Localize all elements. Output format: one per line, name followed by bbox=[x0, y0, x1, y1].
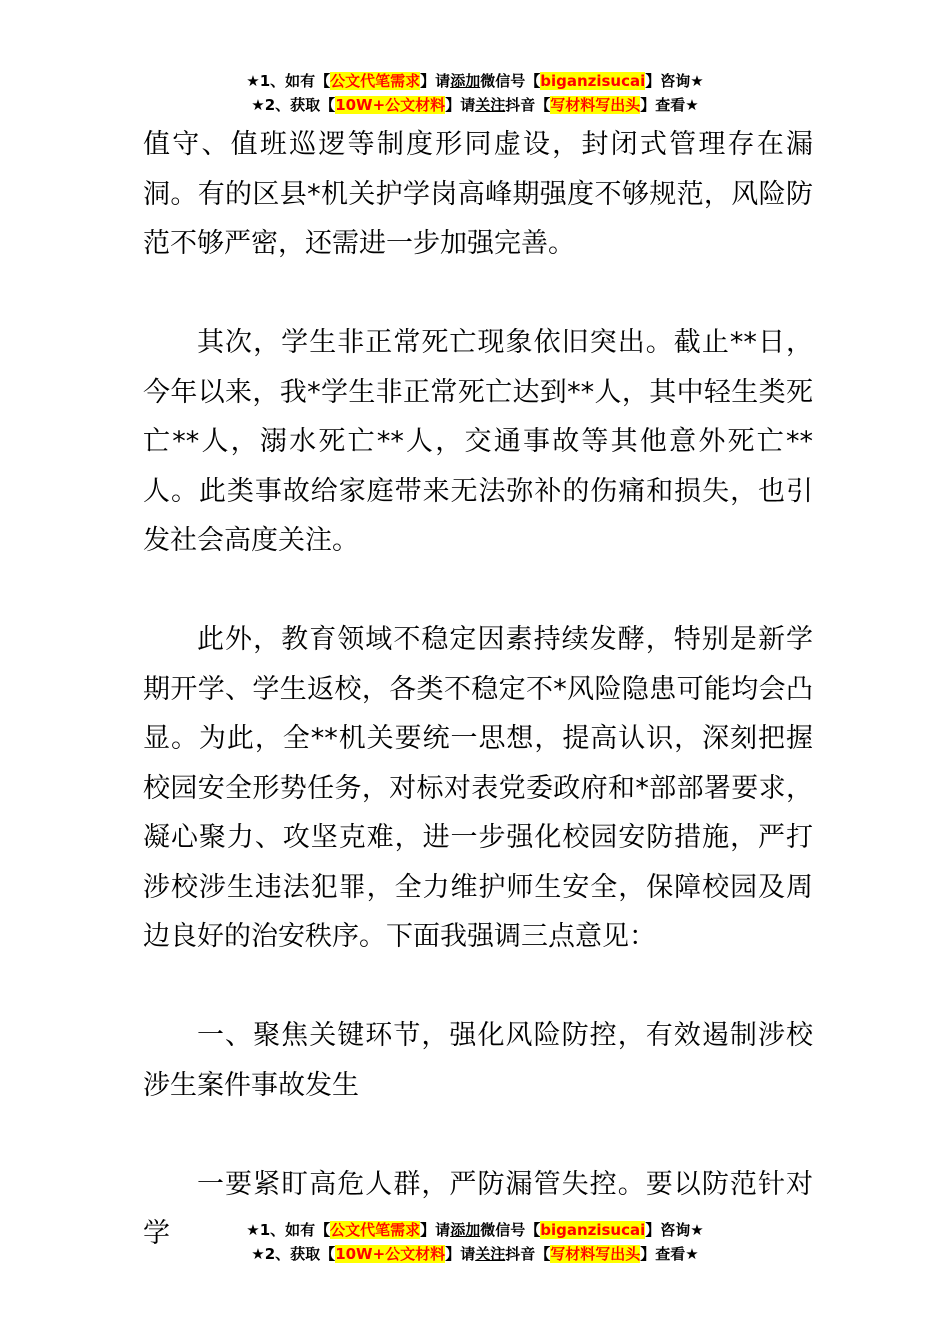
banner-text: ★1、如有【 bbox=[246, 72, 331, 90]
banner-underline: 关注 bbox=[475, 96, 506, 114]
banner-text: 】请 bbox=[420, 72, 451, 90]
header-banner bbox=[0, 69, 950, 117]
document-body bbox=[143, 120, 813, 1259]
banner-line-2 bbox=[0, 1242, 950, 1266]
banner-text: 微信号【 bbox=[480, 72, 541, 90]
footer-banner bbox=[0, 1218, 950, 1266]
highlight-douyin: 写材料写出头 bbox=[550, 96, 641, 114]
highlight-materials: 10W+公文材料 bbox=[335, 1245, 446, 1263]
banner-text: 抖音【 bbox=[505, 96, 551, 114]
banner-text: 】请 bbox=[420, 1221, 451, 1239]
banner-underline: 关注 bbox=[475, 1245, 506, 1263]
highlight-service: 公文代笔需求 bbox=[330, 1221, 421, 1239]
banner-text: ★1、如有【 bbox=[246, 1221, 331, 1239]
banner-text: 】咨询★ bbox=[645, 72, 704, 90]
highlight-wechat-id: biganzisucai bbox=[540, 72, 646, 90]
banner-text: 】请 bbox=[445, 1245, 476, 1263]
banner-text: ★2、获取【 bbox=[251, 96, 336, 114]
banner-line-1 bbox=[0, 69, 950, 93]
banner-underline: 添加 bbox=[450, 72, 481, 90]
paragraph-continuation: 值守、值班巡逻等制度形同虚设，封闭式管理存在漏洞。有的区县*机关护学岗高峰期强度不够规范，风险防范不够严密，还需进一步加强完善。 bbox=[143, 129, 813, 259]
banner-text: 】查看★ bbox=[640, 96, 699, 114]
banner-text: 微信号【 bbox=[480, 1221, 541, 1239]
banner-line-1 bbox=[0, 1218, 950, 1242]
banner-text: 】请 bbox=[445, 96, 476, 114]
banner-underline: 添加 bbox=[450, 1221, 481, 1239]
section-heading-1: 一、聚焦关键环节，强化风险防控，有效遏制涉校涉生案件事故发生 bbox=[143, 1020, 813, 1101]
paragraph-high-risk: 一要紧盯高危人群，严防漏管失控。要以防范针对学 bbox=[143, 1168, 813, 1249]
highlight-douyin: 写材料写出头 bbox=[550, 1245, 641, 1263]
highlight-wechat-id: biganzisucai bbox=[540, 1221, 646, 1239]
banner-line-2 bbox=[0, 93, 950, 117]
highlight-materials: 10W+公文材料 bbox=[335, 96, 446, 114]
banner-text: 】查看★ bbox=[640, 1245, 699, 1263]
paragraph-student-deaths: 其次，学生非正常死亡现象依旧突出。截止**日，今年以来，我*学生非正常死亡达到**人，其中轻生类死亡**人，溺水死亡**人，交通事故等其他意外死亡**人。此类事故给家庭带来无法弥补的伤痛和损失，也引发社会高度关注。 bbox=[143, 327, 813, 556]
paragraph-instability: 此外，教育领域不稳定因素持续发酵，特别是新学期开学、学生返校，各类不稳定不*风险隐患可能均会凸显。为此，全**机关要统一思想，提高认识，深刻把握校园安全形势任务，对标对表党委政府和*部部署要求，凝心聚力、攻坚克难，进一步强化校园安防措施，严打涉校涉生违法犯罪，全力维护师生安全，保障校园及周边良好的治安秩序。下面我强调三点意见： bbox=[143, 624, 813, 952]
banner-text: ★2、获取【 bbox=[251, 1245, 336, 1263]
banner-text: 抖音【 bbox=[505, 1245, 551, 1263]
banner-text: 】咨询★ bbox=[645, 1221, 704, 1239]
highlight-service: 公文代笔需求 bbox=[330, 72, 421, 90]
